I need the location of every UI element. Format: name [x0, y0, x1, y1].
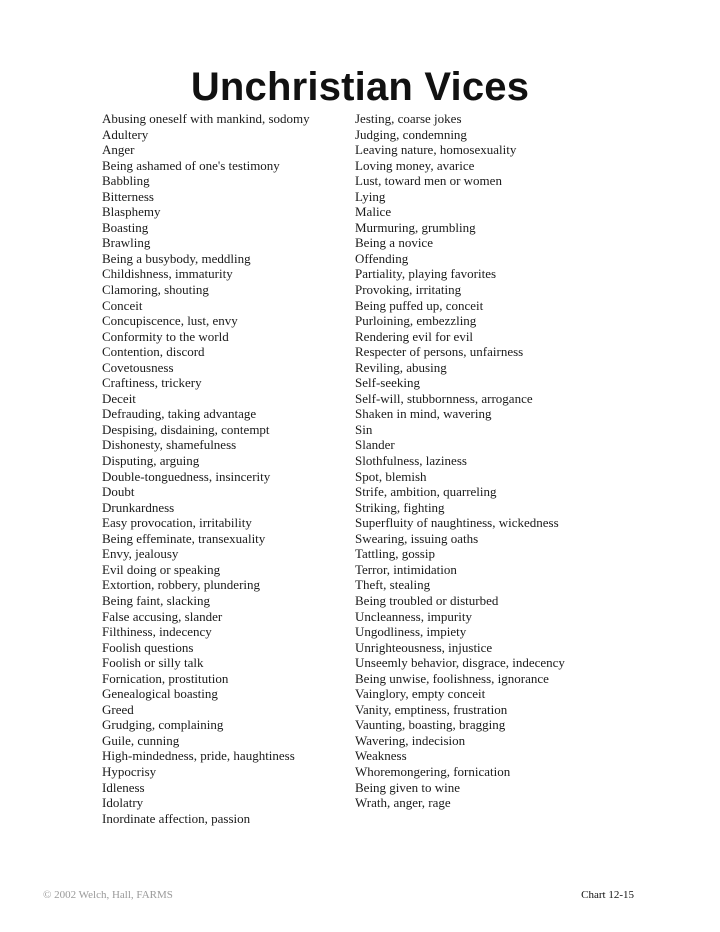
- vice-list-item: Vanity, emptiness, frustration: [355, 701, 508, 717]
- vice-list-item: Swearing, issuing oaths: [355, 530, 479, 546]
- vice-list-item: Evil doing or speaking: [102, 561, 221, 577]
- vice-list-item: Anger: [102, 142, 135, 158]
- vice-list-item: Easy provocation, irritability: [102, 515, 252, 531]
- vice-list-item: Spot, blemish: [355, 468, 427, 484]
- vice-list-item: Strife, ambition, quarreling: [355, 484, 497, 500]
- vice-list-item: Unrighteousness, injustice: [355, 639, 493, 655]
- page-title: Unchristian Vices: [190, 64, 530, 109]
- vice-list-item: Striking, fighting: [355, 499, 445, 515]
- vice-list-item: Tattling, gossip: [355, 546, 435, 562]
- vice-list-item: Whoremongering, fornication: [355, 763, 511, 779]
- vice-list-item: Contention, discord: [102, 344, 205, 360]
- vice-list-item: Being faint, slacking: [102, 592, 210, 608]
- vice-list-item: Offending: [355, 250, 409, 266]
- vice-list-item: Disputing, arguing: [102, 453, 200, 469]
- vice-list-item: Doubt: [102, 484, 135, 500]
- vice-list-item: Clamoring, shouting: [102, 282, 209, 298]
- vice-list-item: Covetousness: [102, 359, 174, 375]
- vice-list-item: False accusing, slander: [102, 608, 223, 624]
- vice-list-item: Being troubled or disturbed: [355, 592, 499, 608]
- vice-list-item: Wrath, anger, rage: [355, 795, 451, 811]
- vice-list-item: Jesting, coarse jokes: [355, 111, 462, 126]
- vice-list-item: Unseemly behavior, disgrace, indecency: [355, 655, 565, 671]
- vice-list-item: Despising, disdaining, contempt: [102, 421, 270, 437]
- vice-list-item: Lying: [355, 188, 386, 204]
- vice-list-item: Hypocrisy: [102, 763, 157, 779]
- vice-list-item: Drunkardness: [102, 499, 175, 515]
- vice-list-item: Slothfulness, laziness: [355, 453, 467, 469]
- vice-list-item: Idolatry: [102, 795, 144, 811]
- vices-list-left-column: [102, 111, 310, 826]
- vice-list-item: Provoking, irritating: [355, 282, 462, 298]
- vice-list-item: Being puffed up, conceit: [355, 297, 484, 313]
- vice-list-item: Craftiness, trickery: [102, 375, 202, 391]
- vice-list-item: Respecter of persons, unfairness: [355, 344, 524, 360]
- vice-list-item: Rendering evil for evil: [355, 328, 474, 344]
- vice-list-item: Reviling, abusing: [355, 359, 447, 375]
- vice-list-item: Being a novice: [355, 235, 433, 251]
- vice-list-item: Idleness: [102, 779, 145, 795]
- vice-list-item: Foolish questions: [102, 639, 194, 655]
- vice-list-item: Filthiness, indecency: [102, 624, 212, 640]
- vice-list-item: Brawling: [102, 235, 151, 251]
- vice-list-item: Adultery: [102, 126, 149, 142]
- vice-list-item: Concupiscence, lust, envy: [102, 313, 238, 329]
- vice-list-item: Theft, stealing: [355, 577, 431, 593]
- vice-list-item: Vaunting, boasting, bragging: [355, 717, 506, 733]
- vice-list-item: Superfluity of naughtiness, wickedness: [355, 515, 559, 531]
- vice-list-item: Judging, condemning: [355, 126, 467, 142]
- vice-list-item: Purloining, embezzling: [355, 313, 477, 329]
- vice-list-item: Blasphemy: [102, 204, 161, 220]
- vice-list-item: Leaving nature, homosexuality: [355, 142, 517, 158]
- vice-list-item: Lust, toward men or women: [355, 173, 502, 189]
- vice-list-item: Uncleanness, impurity: [355, 608, 472, 624]
- vice-list-item: Greed: [102, 701, 134, 717]
- vice-list-item: Shaken in mind, wavering: [355, 406, 492, 422]
- vice-list-item: Extortion, robbery, plundering: [102, 577, 261, 593]
- vice-list-item: Envy, jealousy: [102, 546, 179, 562]
- vice-list-item: Deceit: [102, 390, 136, 406]
- vice-list-item: Defrauding, taking advantage: [102, 406, 257, 422]
- vice-list-item: Foolish or silly talk: [102, 655, 204, 671]
- vice-list-item: Dishonesty, shamefulness: [102, 437, 237, 453]
- vice-list-item: Being ashamed of one's testimony: [102, 157, 280, 173]
- vice-list-item: Being effeminate, transexuality: [102, 530, 266, 546]
- vice-list-item: Terror, intimidation: [355, 561, 457, 577]
- vice-list-item: Vainglory, empty conceit: [355, 686, 486, 702]
- vice-list-item: Genealogical boasting: [102, 686, 218, 702]
- chart-number: Chart 12-15: [581, 889, 634, 901]
- vice-list-item: Being given to wine: [355, 779, 461, 795]
- vice-list-item: Grudging, complaining: [102, 717, 224, 733]
- vice-list-item: Abusing oneself with mankind, sodomy: [102, 111, 310, 126]
- vice-list-item: Inordinate affection, passion: [102, 810, 251, 826]
- vice-list-item: Murmuring, grumbling: [355, 219, 476, 235]
- vice-list-item: Self-will, stubbornness, arrogance: [355, 390, 533, 406]
- vice-list-item: Childishness, immaturity: [102, 266, 233, 282]
- vice-list-item: Being unwise, foolishness, ignorance: [355, 670, 549, 686]
- vice-list-item: Guile, cunning: [102, 732, 180, 748]
- vice-list-item: Self-seeking: [355, 375, 420, 391]
- vice-list-item: Slander: [355, 437, 395, 453]
- vice-list-item: Partiality, playing favorites: [355, 266, 497, 282]
- vice-list-item: Conformity to the world: [102, 328, 229, 344]
- vice-list-item: Boasting: [102, 219, 149, 235]
- vice-list-item: Wavering, indecision: [355, 732, 466, 748]
- vices-list-right-column: [355, 111, 565, 811]
- vice-list-item: Weakness: [355, 748, 407, 764]
- vice-list-item: Ungodliness, impiety: [355, 624, 467, 640]
- copyright-notice: © 2002 Welch, Hall, FARMS: [43, 889, 173, 901]
- vice-list-item: Double-tonguedness, insincerity: [102, 468, 271, 484]
- vice-list-item: High-mindedness, pride, haughtiness: [102, 748, 295, 764]
- vice-list-item: Bitterness: [102, 188, 154, 204]
- vice-list-item: Sin: [355, 421, 373, 437]
- vice-list-item: Conceit: [102, 297, 143, 313]
- vice-list-item: Being a busybody, meddling: [102, 250, 251, 266]
- vice-list-item: Fornication, prostitution: [102, 670, 229, 686]
- vice-list-item: Babbling: [102, 173, 150, 189]
- vice-list-item: Malice: [355, 204, 392, 220]
- vice-list-item: Loving money, avarice: [355, 157, 475, 173]
